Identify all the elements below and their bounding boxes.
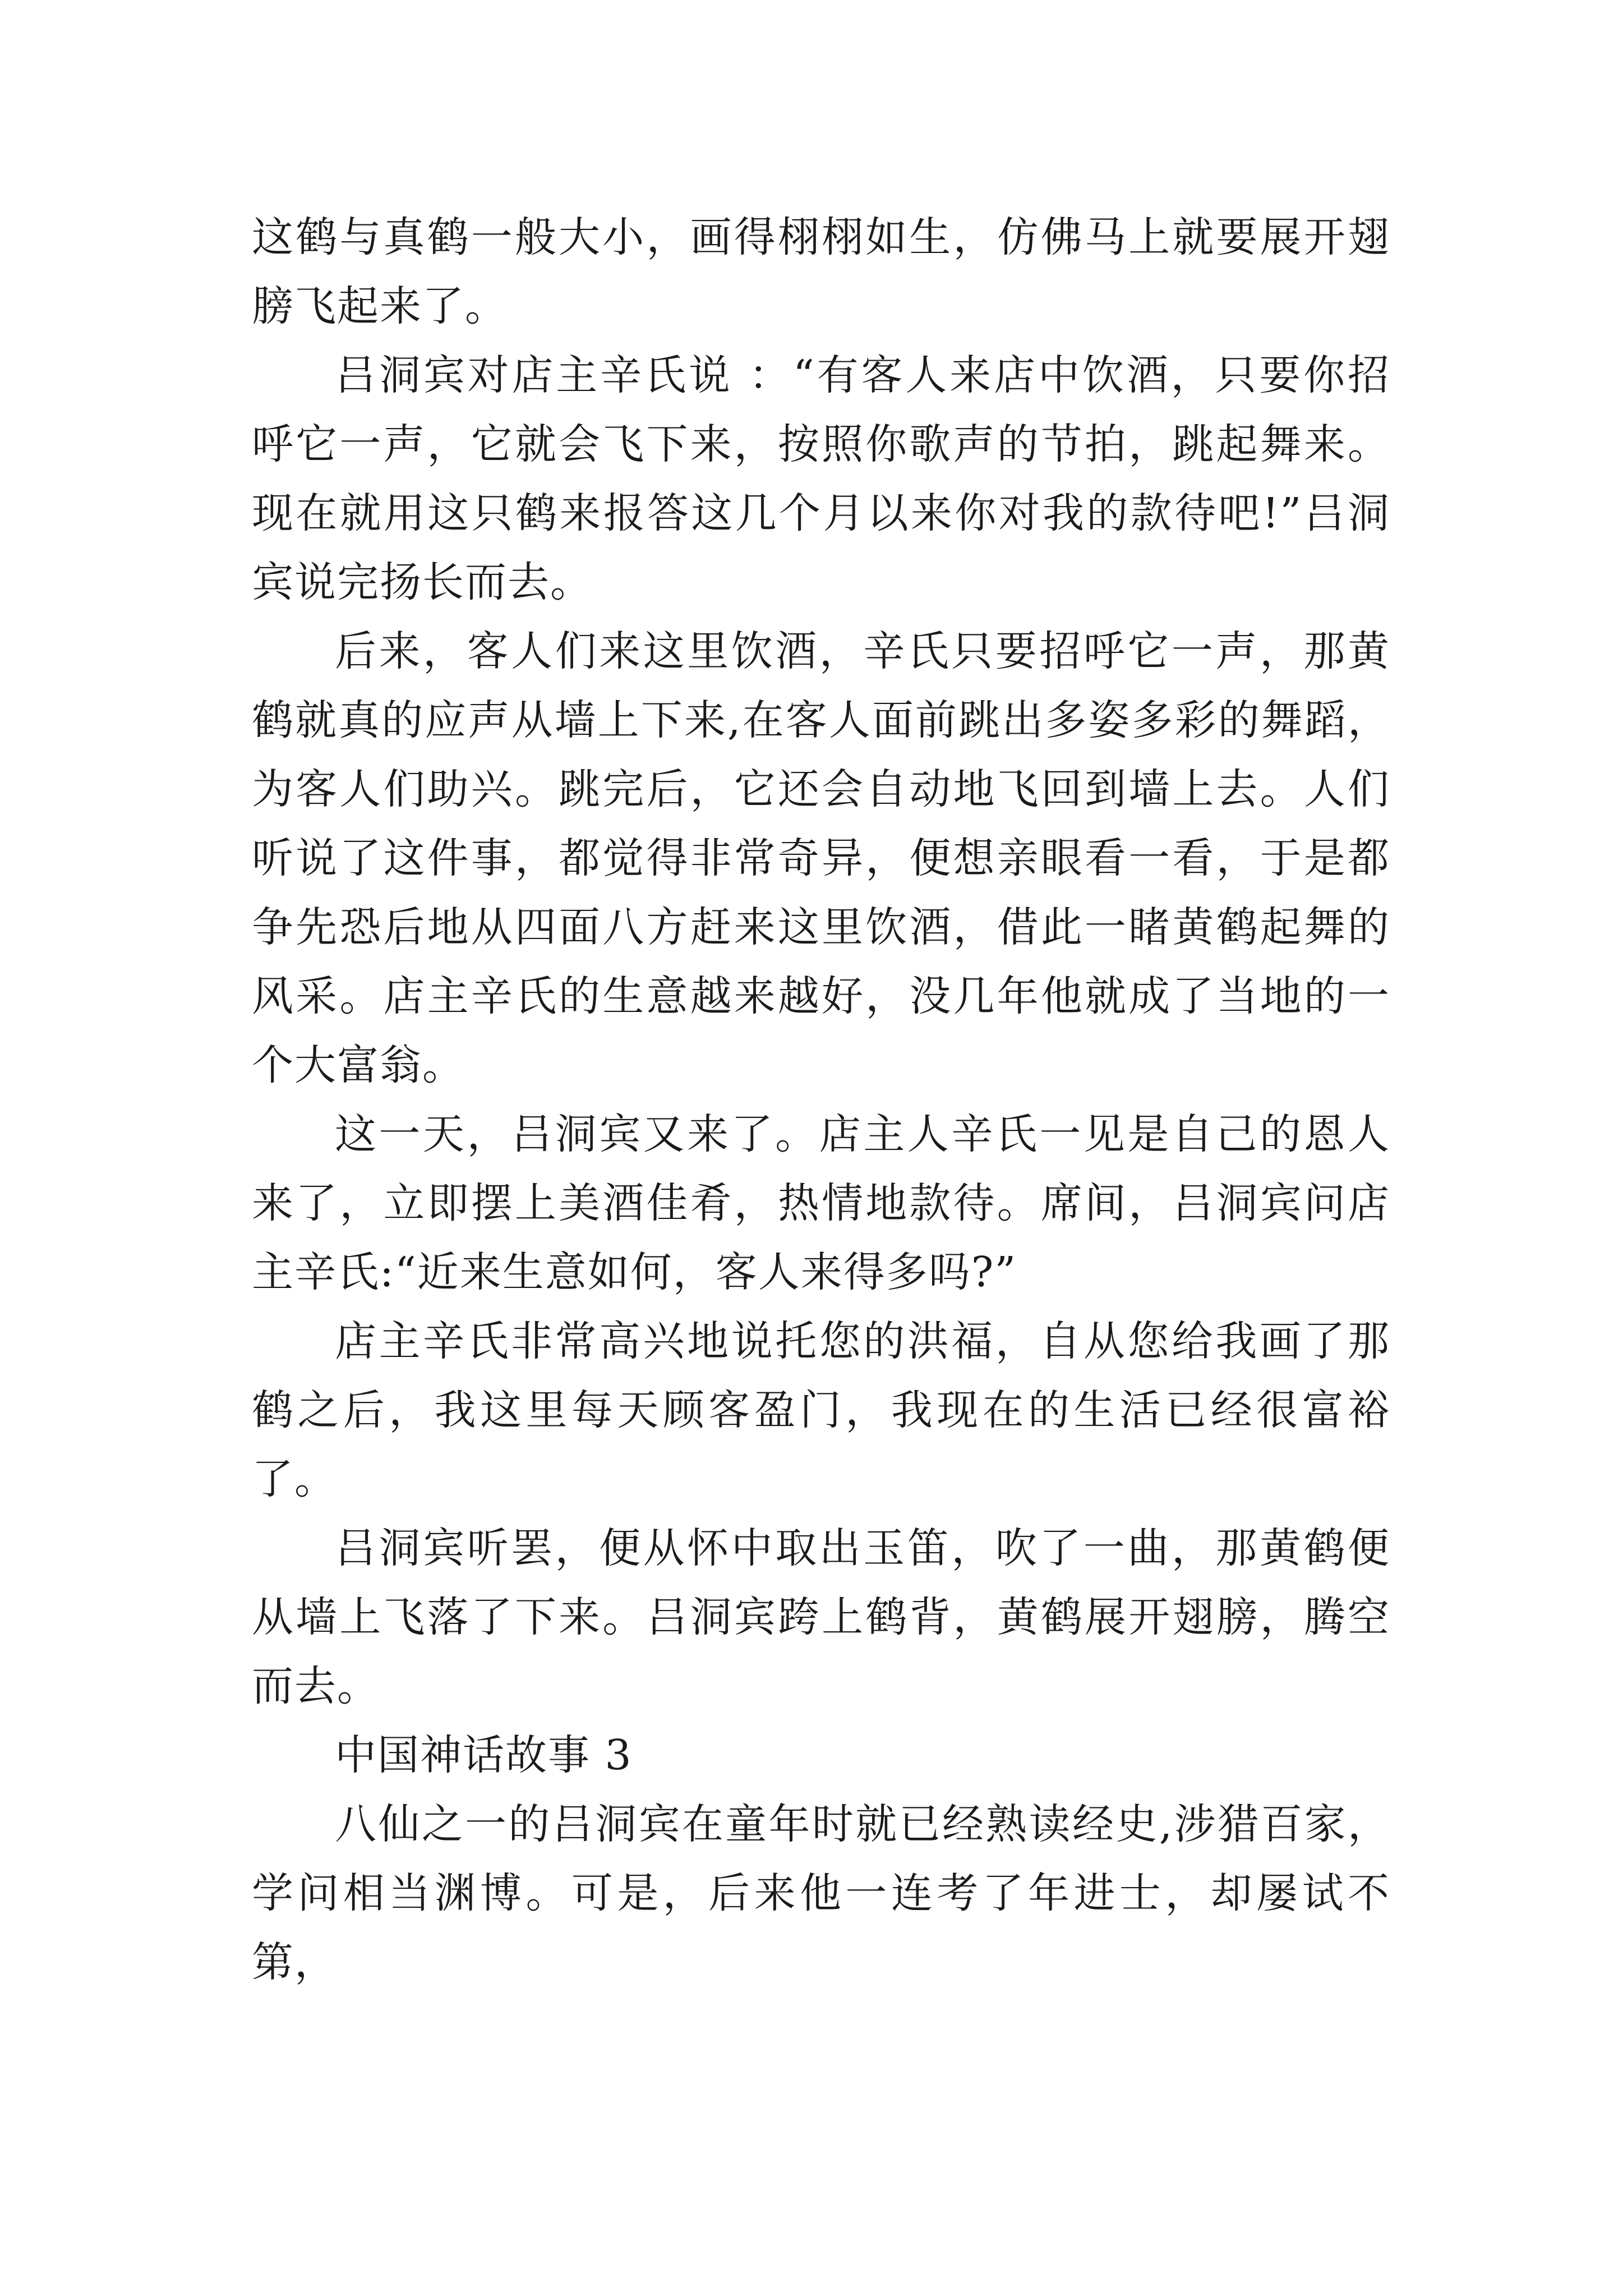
section-heading: 中国神话故事 3 bbox=[335, 1731, 633, 1779]
paragraph-4: 这一天，吕洞宾又来了。店主人辛氏一见是自己的恩人来了，立即摆上美酒佳肴，热情地款待。席间，吕洞宾问店主辛氏:“近来生意如何，客人来得多吗?” bbox=[252, 1110, 1390, 1296]
paragraph-6: 吕洞宾听罢，便从怀中取出玉笛，吹了一曲，那黄鹤便从墙上飞落了下来。吕洞宾跨上鹤背，黄鹤展开翅膀，腾空而去。 bbox=[252, 1524, 1390, 1710]
paragraph-1: 这鹤与真鹤一般大小，画得栩栩如生，仿佛马上就要展开翅膀飞起来了。 bbox=[252, 213, 1390, 330]
document-body bbox=[252, 203, 1390, 1997]
paragraph-2: 吕洞宾对店主辛氏说 ：“有客人来店中饮酒，只要你招呼它一声，它就会飞下来，按照你歌声的节拍，跳起舞来。现在就用这只鹤来报答这几个月以来你对我的款待吧!”吕洞宾说完扬长而去。 bbox=[252, 351, 1390, 606]
paragraph-3: 后来，客人们来这里饮酒，辛氏只要招呼它一声，那黄鹤就真的应声从墙上下来,在客人面前跳出多姿多彩的舞蹈，为客人们助兴。跳完后，它还会自动地飞回到墙上去。人们听说了这件事，都觉得非常奇异，便想亲眼看一看，于是都争先恐后地从四面八方赶来这里饮酒，借此一睹黄鹤起舞的风采。店主辛氏的生意越来越好，没几年他就成了当地的一个大富翁。 bbox=[252, 627, 1390, 1089]
paragraph-7: 八仙之一的吕洞宾在童年时就已经熟读经史,涉猎百家，学问相当渊博。可是，后来他一连考了年进士，却屡试不第， bbox=[252, 1800, 1390, 1986]
paragraph-5: 店主辛氏非常高兴地说托您的洪福，自从您给我画了那鹤之后，我这里每天顾客盈门，我现在的生活已经很富裕了。 bbox=[252, 1317, 1390, 1503]
